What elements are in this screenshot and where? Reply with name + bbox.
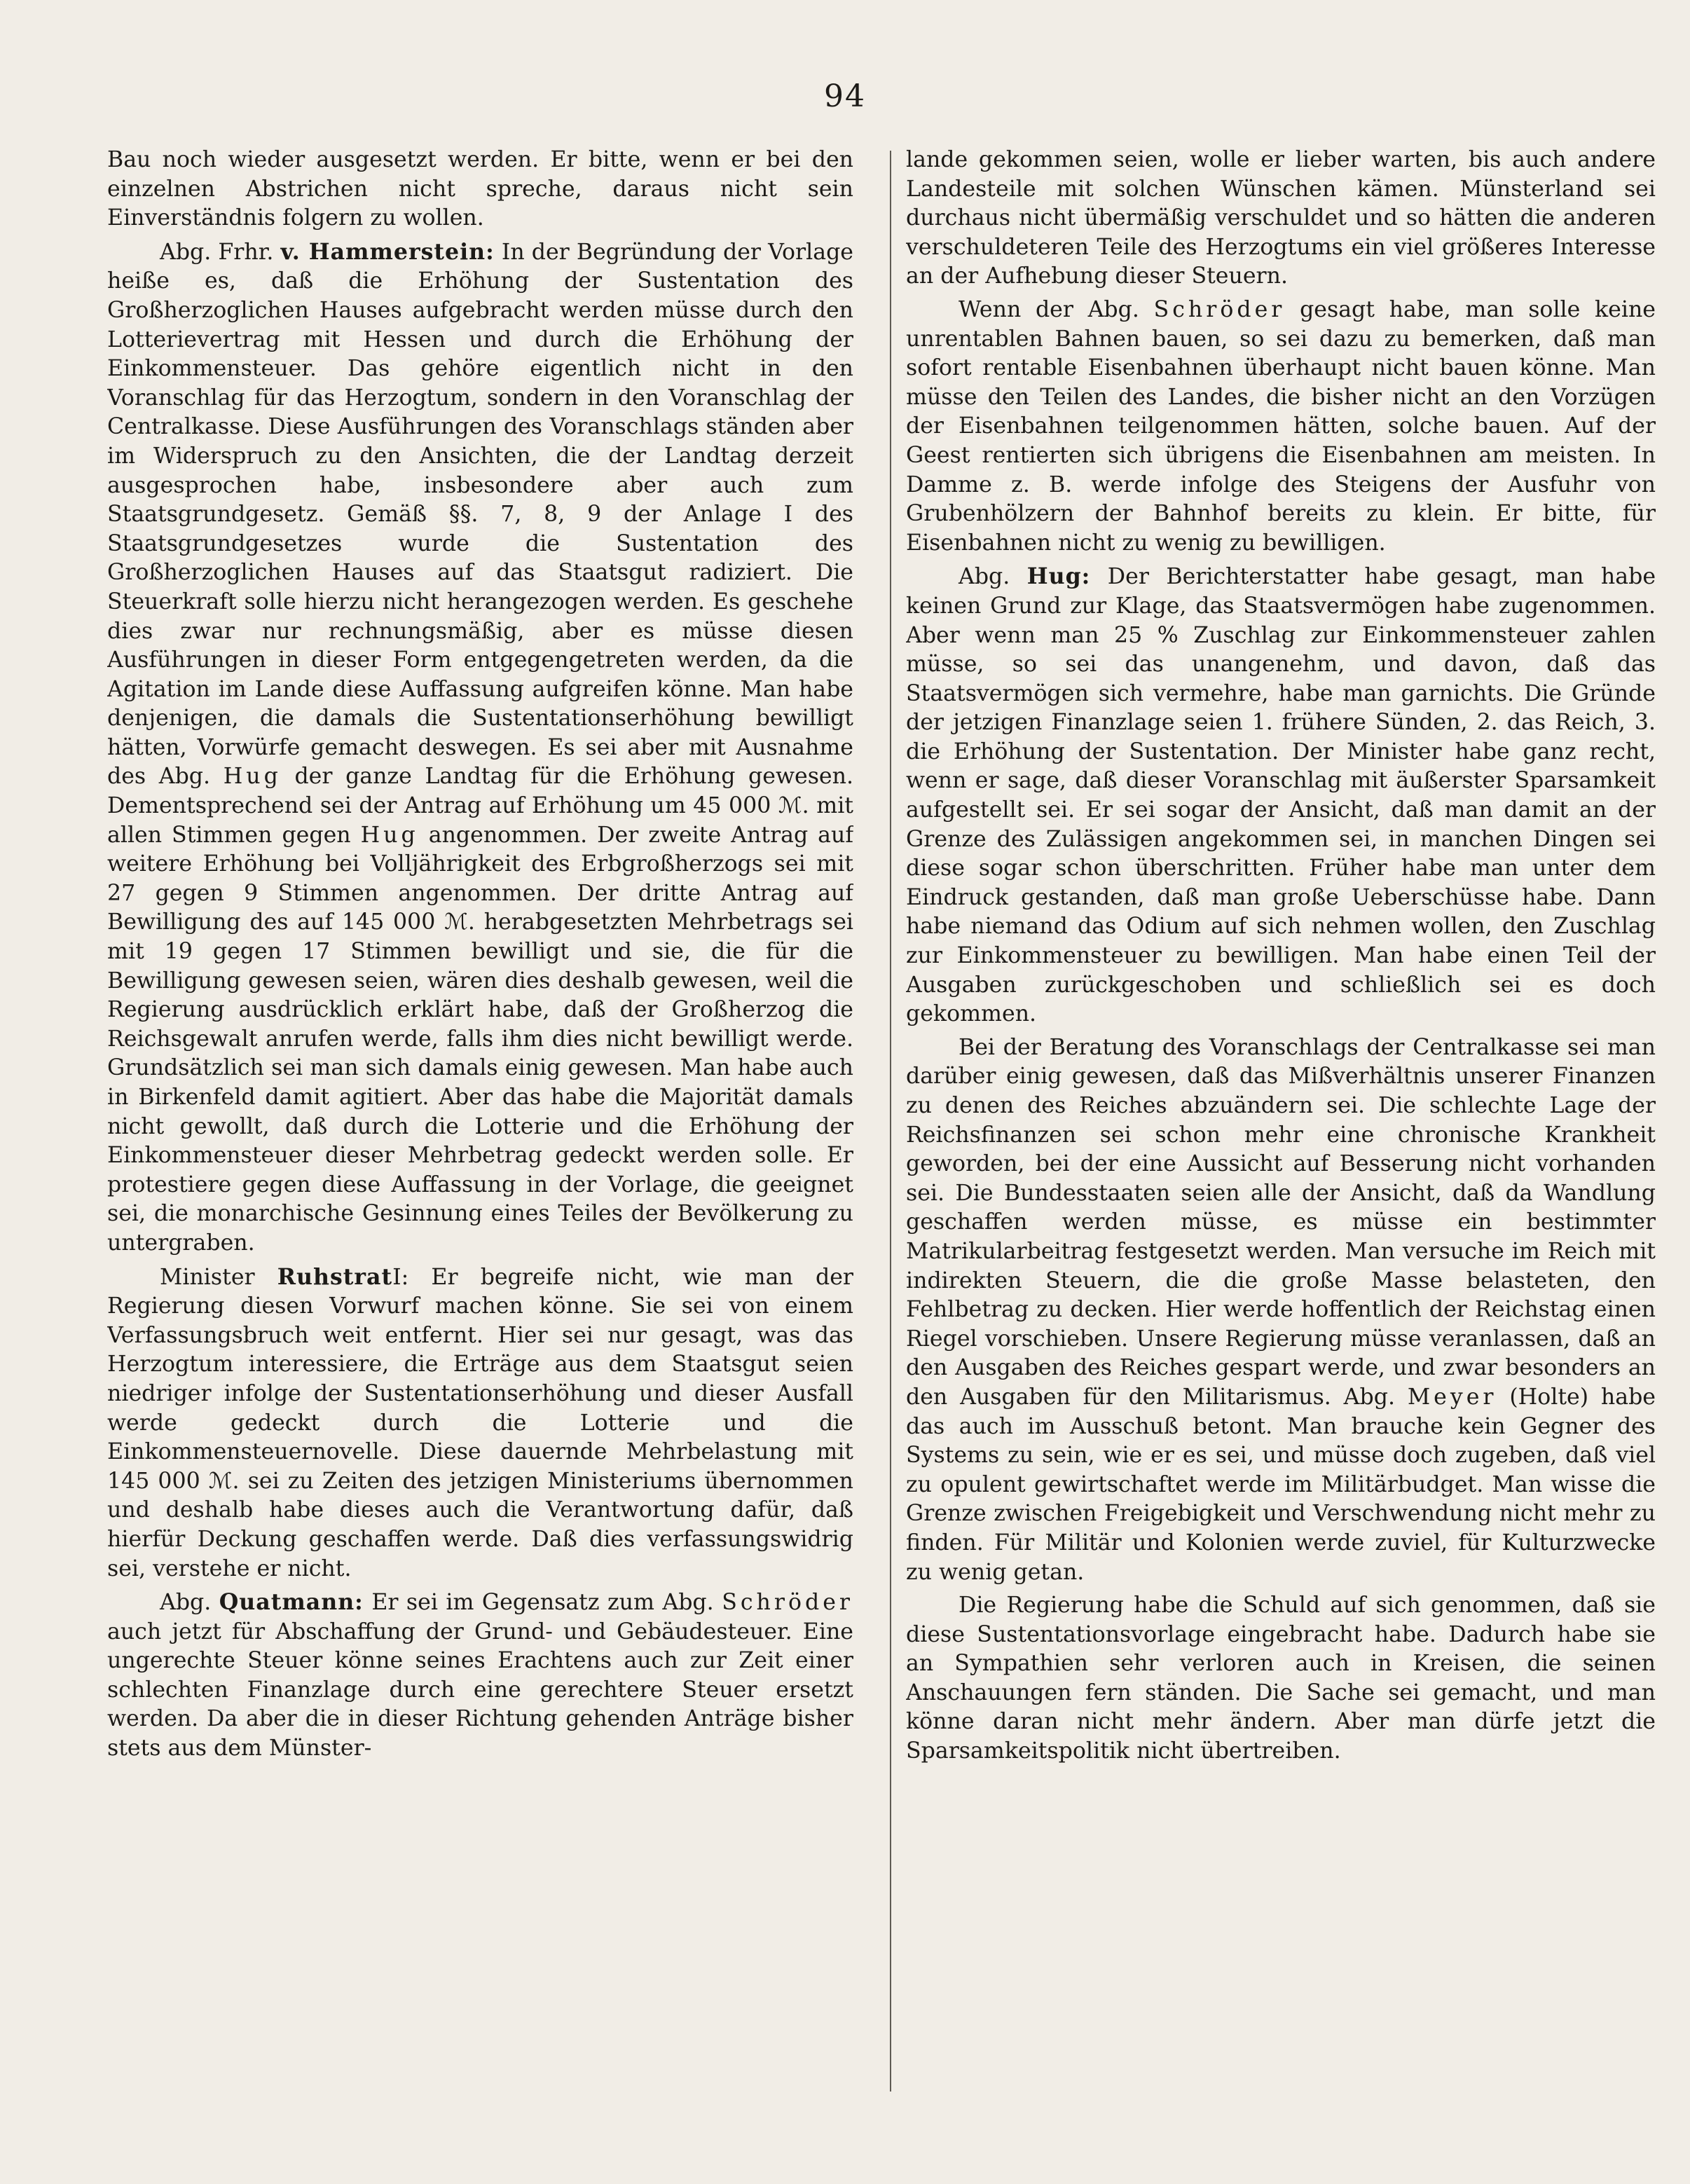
paragraph-eisenbahnen — [906, 296, 1656, 558]
mentioned-name-hug: Hug — [223, 764, 282, 790]
paragraph-quatmann — [107, 1588, 853, 1764]
paragraph-text: der ganze Landtag für die Erhöhung gewesen. Dementsprechend sei der Antrag auf Erhöhung um 45 000 ℳ. mit allen Stimmen gegen — [107, 764, 853, 848]
paragraph-text: (Holte) habe das auch im Ausschuß betont. Man brauche kein Gegner des Systems zu sein, wie er es sei, und müsse doch zugeben, daß viel zu opulent gewirtschaftet werde im Militärbudget. Man wisse die Grenze zwischen Freigebigkeit und Verschwendung nicht mehr zu finden. Für Militär und Kolonien werde zuviel, für Kulturzwecke zu wenig getan. — [906, 1384, 1656, 1585]
paragraph-continuation: lande gekommen seien, wolle er lieber warten, bis auch andere Landesteile mit solchen Wünschen kämen. Münsterland sei durchaus nicht übermäßig verschuldet und so hätten die anderen verschuldeteren Teile des Herzogtums ein viel größeres Interesse an der Aufhebung dieser Steuern. — [906, 147, 1656, 289]
speaker-name-ruhstrat: Ruhstrat — [277, 1263, 393, 1290]
speaker-name-hug: Hug: — [1026, 563, 1091, 590]
paragraph-text: angenommen. Der zweite Antrag auf weitere Erhöhung bei Volljährigkeit des Erbgroßherzogs sei mit 27 gegen 9 Stimmen angenommen. Der dritte Antrag auf Bewilligung des auf 145 000 ℳ. herabgesetzten Mehrbetrags sei mit 19 gegen 17 Stimmen bewilligt und sie, die für die Bewilligung gewesen seien, wären dies deshalb gewesen, weil die Regierung ausdrücklich erklärt habe, daß der Großherzog die Reichsgewalt anrufen werde, falls ihm dies nicht bewilligt werde. Grundsätzlich sei man sich damals einig gewesen. Man habe auch in Birkenfeld damit agitiert. Aber das habe die Majorität damals nicht gewollt, daß durch die Lotterie und die Erhöhung der Einkommensteuer dieser Mehrbetrag gedeckt werden solle. Er protestiere gegen diese Auffassung in der Vorlage, die geeignet sei, die monarchische Gesinnung eines Teiles der Bevölkerung zu untergraben. — [107, 822, 853, 1256]
paragraph-centralkasse — [906, 1033, 1656, 1587]
speaker-prefix: Minister — [160, 1264, 255, 1290]
speaker-prefix: Abg. — [160, 1590, 212, 1616]
right-column — [906, 146, 1656, 2122]
paragraph-continuation: Bau noch wieder ausgesetzt werden. Er bitte, wenn er bei den einzelnen Abstrichen nicht spreche, daraus nicht sein Einverständnis folgern zu wollen. — [107, 147, 853, 231]
paragraph-text: Er sei im Gegensatz zum Abg. — [371, 1590, 714, 1616]
mentioned-name-schroeder: Schröder — [722, 1590, 853, 1616]
mentioned-name-hug: Hug — [360, 822, 419, 848]
paragraph-text: auch jetzt für Abschaffung der Grund- und Gebäudesteuer. Eine ungerechte Steuer könne seines Erachtens auch zur Zeit einer schlechten Finanzlage durch eine gerechtere Steuer ersetzt werden. Da aber die in dieser Richtung gehenden Anträge bisher stets aus dem Münster- — [107, 1619, 853, 1761]
page-number: 94 — [824, 78, 866, 114]
paragraph-ruhstrat — [107, 1263, 853, 1584]
speaker-prefix: Abg. — [959, 564, 1010, 590]
speaker-prefix: Abg. Frhr. — [160, 239, 274, 265]
left-column — [107, 146, 853, 2122]
speaker-name-hammerstein: v. Hammerstein: — [280, 238, 495, 265]
column-divider — [890, 151, 891, 2092]
speaker-name-quatmann: Quatmann: — [219, 1589, 364, 1616]
paragraph-hug — [906, 562, 1656, 1029]
paragraph-regierung: Die Regierung habe die Schuld auf sich genommen, daß sie diese Sustentationsvorlage eingebracht habe. Dadurch habe sie an Sympathien sehr verloren auch in Kreisen, die seinen Anschauungen fern ständen. Die Sache sei gemacht, und man könne daran nicht mehr ändern. Aber man dürfe jetzt die Sparsamkeitspolitik nicht übertreiben. — [906, 1593, 1656, 1764]
paragraph-text: Bei der Beratung des Voranschlags der Centralkasse sei man darüber einig gewesen, daß das Mißverhältnis unserer Finanzen zu denen des Reiches abzuändern sei. Die schlechte Lage der Reichsfinanzen sei schon mehr eine chronische Krankheit geworden, bei der eine Aussicht auf Besserung nicht vorhanden sei. Die Bundesstaaten seien alle der Ansicht, daß da Wandlung geschaffen werden müsse, es müsse ein bestimmter Matrikularbeitrag festgesetzt werden. Man versuche im Reich mit indirekten Steuern, die die große Masse belasteten, den Fehlbetrag zu decken. Hier werde hoffentlich der Reichstag einen Riegel vorschieben. Unsere Regierung müsse veranlassen, daß an den Ausgaben des Reiches gespart werde, und zwar besonders an den Ausgaben für den Militarismus. Abg. — [906, 1034, 1656, 1410]
paragraph-text: In der Begründung der Vorlage heiße es, daß die Erhöhung der Sustentation des Großherzoglichen Hauses aufgebracht werden müsse durch den Lotterievertrag mit Hessen und durch die Erhöhung der Einkommensteuer. Das gehöre eigentlich nicht in den Voranschlag für das Herzogtum, sondern in den Voranschlag der Centralkasse. Diese Ausführungen des Voranschlags ständen aber im Widerspruch zu den Ansichten, die der Landtag derzeit ausgesprochen habe, insbesondere aber auch zum Staatsgrundgesetz. Gemäß §§. 7, 8, 9 der Anlage I des Staatsgrundgesetzes wurde die Sustentation des Großherzoglichen Hauses auf das Staatsgut radiziert. Die Steuerkraft solle hierzu nicht herangezogen werden. Es geschehe dies zwar nur rechnungsmäßig, aber es müsse diesen Ausführungen in dieser Form entgegengetreten werden, da die Agitation im Lande diese Auffassung aufgreifen könne. Man habe denjenigen, die damals die Sustentationserhöhung bewilligt hätten, Vorwürfe gemacht deswegen. Es sei aber mit Ausnahme des Abg. — [107, 239, 853, 790]
mentioned-name-schroeder: Schröder — [1153, 296, 1286, 322]
paragraph-text: I: Er begreife nicht, wie man der Regierung diesen Vorwurf machen könne. Sie sei von einem Verfassungsbruch weit entfernt. Hier sei nur gesagt, was das Herzogtum interessiere, die Erträge aus dem Staatsgut seien niedriger infolge der Sustentationserhöhung und dieser Ausfall werde gedeckt durch die Lotterie und die Einkommensteuernovelle. Diese dauernde Mehrbelastung mit 145 000 ℳ. sei zu Zeiten des jetzigen Ministeriums übernommen und deshalb habe dieses auch die Verantwortung dafür, daß hierfür Deckung geschaffen werde. Daß dies verfassungswidrig sei, verstehe er nicht. — [107, 1264, 853, 1581]
paragraph-text: gesagt habe, man solle keine unrentablen Bahnen bauen, so sei dazu zu bemerken, daß man sofort rentable Eisenbahnen überhaupt nicht bauen könne. Man müsse den Teilen des Landes, die bisher nicht an den Vorzügen der Eisenbahnen teilgenommen hätten, solche bauen. Auf der Geest rentierten sich übrigens die Eisenbahnen am meisten. In Damme z. B. werde infolge des Steigens der Ausfuhr von Grubenhölzern der Bahnhof bereits zu klein. Er bitte, für Eisenbahnen nicht zu wenig zu bewilligen. — [906, 296, 1656, 556]
paragraph-text: Wenn der Abg. — [959, 296, 1139, 322]
paragraph-hammerstein — [107, 238, 853, 1258]
paragraph-text: Der Berichterstatter habe gesagt, man habe keinen Grund zur Klage, das Staatsvermögen habe zugenommen. Aber wenn man 25 % Zuschlag zur Einkommensteuer zahlen müsse, so sei das unangenehm, und davon, daß das Staatsvermögen sich vermehre, habe man garnichts. Die Gründe der jetzigen Finanzlage seien 1. frühere Sünden, 2. das Reich, 3. die Erhöhung der Sustentation. Der Minister habe ganz recht, wenn er sage, daß dieser Voranschlag mit äußerster Sparsamkeit aufgestellt sei. Er sei sogar der Ansicht, daß man damit an der Grenze des Zulässigen angekommen sei, in manchen Dingen sei diese sogar schon überschritten. Früher habe man unter dem Eindruck gestanden, daß man große Ueberschüsse habe. Dann habe niemand das Odium auf sich nehmen wollen, den Zuschlag zur Einkommensteuer zu bewilligen. Man habe einen Teil der Ausgaben zurückgeschoben und schließlich sei es doch gekommen. — [906, 564, 1656, 1027]
mentioned-name-meyer: Meyer — [1407, 1384, 1497, 1410]
